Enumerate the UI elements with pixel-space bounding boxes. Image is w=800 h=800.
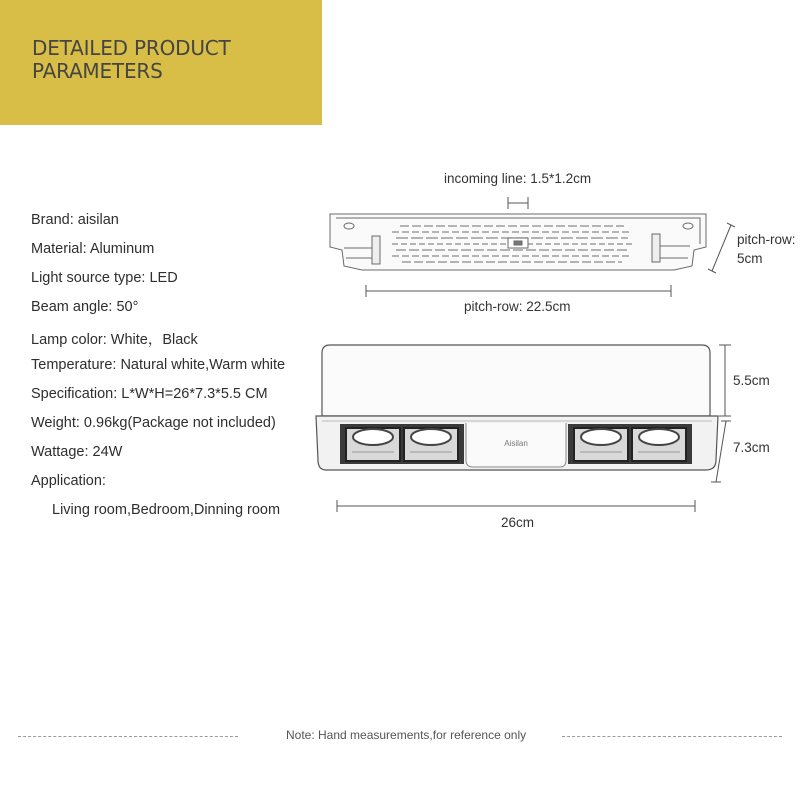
spec-material: Material: Aluminum — [31, 241, 155, 257]
spec-specification: Specification: L*W*H=26*7.3*5.5 CM — [31, 386, 268, 402]
page-title-line-2: PARAMETERS — [32, 59, 163, 83]
pitch-row-side-label-1: pitch-row: — [737, 232, 796, 247]
spec-weight: Weight: 0.96kg(Package not included) — [31, 415, 276, 431]
spec-brand: Brand: aisilan — [31, 212, 119, 228]
spec-light-source: Light source type: LED — [31, 270, 178, 286]
pitch-row-length-dimension — [366, 285, 671, 297]
spec-application-value: Living room,Bedroom,Dinning room — [52, 502, 281, 518]
spec-wattage: Wattage: 24W — [31, 444, 123, 460]
lens-group-right — [568, 424, 692, 464]
measurement-note: Note: Hand measurements,for reference only — [286, 728, 527, 742]
pitch-row-side-label-2: 5cm — [737, 251, 763, 266]
page-title-line-1: DETAILED PRODUCT — [32, 36, 231, 60]
width-label: 7.3cm — [733, 440, 770, 455]
lens-group-left — [340, 424, 464, 464]
height-dimension — [719, 345, 731, 416]
pitch-row-side-dimension — [708, 223, 735, 273]
terminal-box — [508, 238, 528, 248]
length-label: 26cm — [501, 515, 535, 530]
spec-application-label: Application: — [31, 473, 106, 489]
spec-temperature: Temperature: Natural white,Warm white — [31, 357, 286, 373]
incoming-line-dimension — [508, 197, 528, 209]
pitch-row-length-label: pitch-row: 22.5cm — [464, 299, 571, 314]
height-label: 5.5cm — [733, 373, 770, 388]
lamp-brand-mark: Aisilan — [504, 439, 528, 448]
spec-beam-angle: Beam angle: 50° — [31, 299, 139, 315]
spec-lamp-color: Lamp color: White，Black — [31, 332, 198, 348]
length-dimension — [337, 500, 695, 512]
footer-divider-left — [18, 736, 238, 737]
footer-divider-right — [562, 736, 782, 737]
incoming-line-label: incoming line: 1.5*1.2cm — [444, 171, 592, 186]
